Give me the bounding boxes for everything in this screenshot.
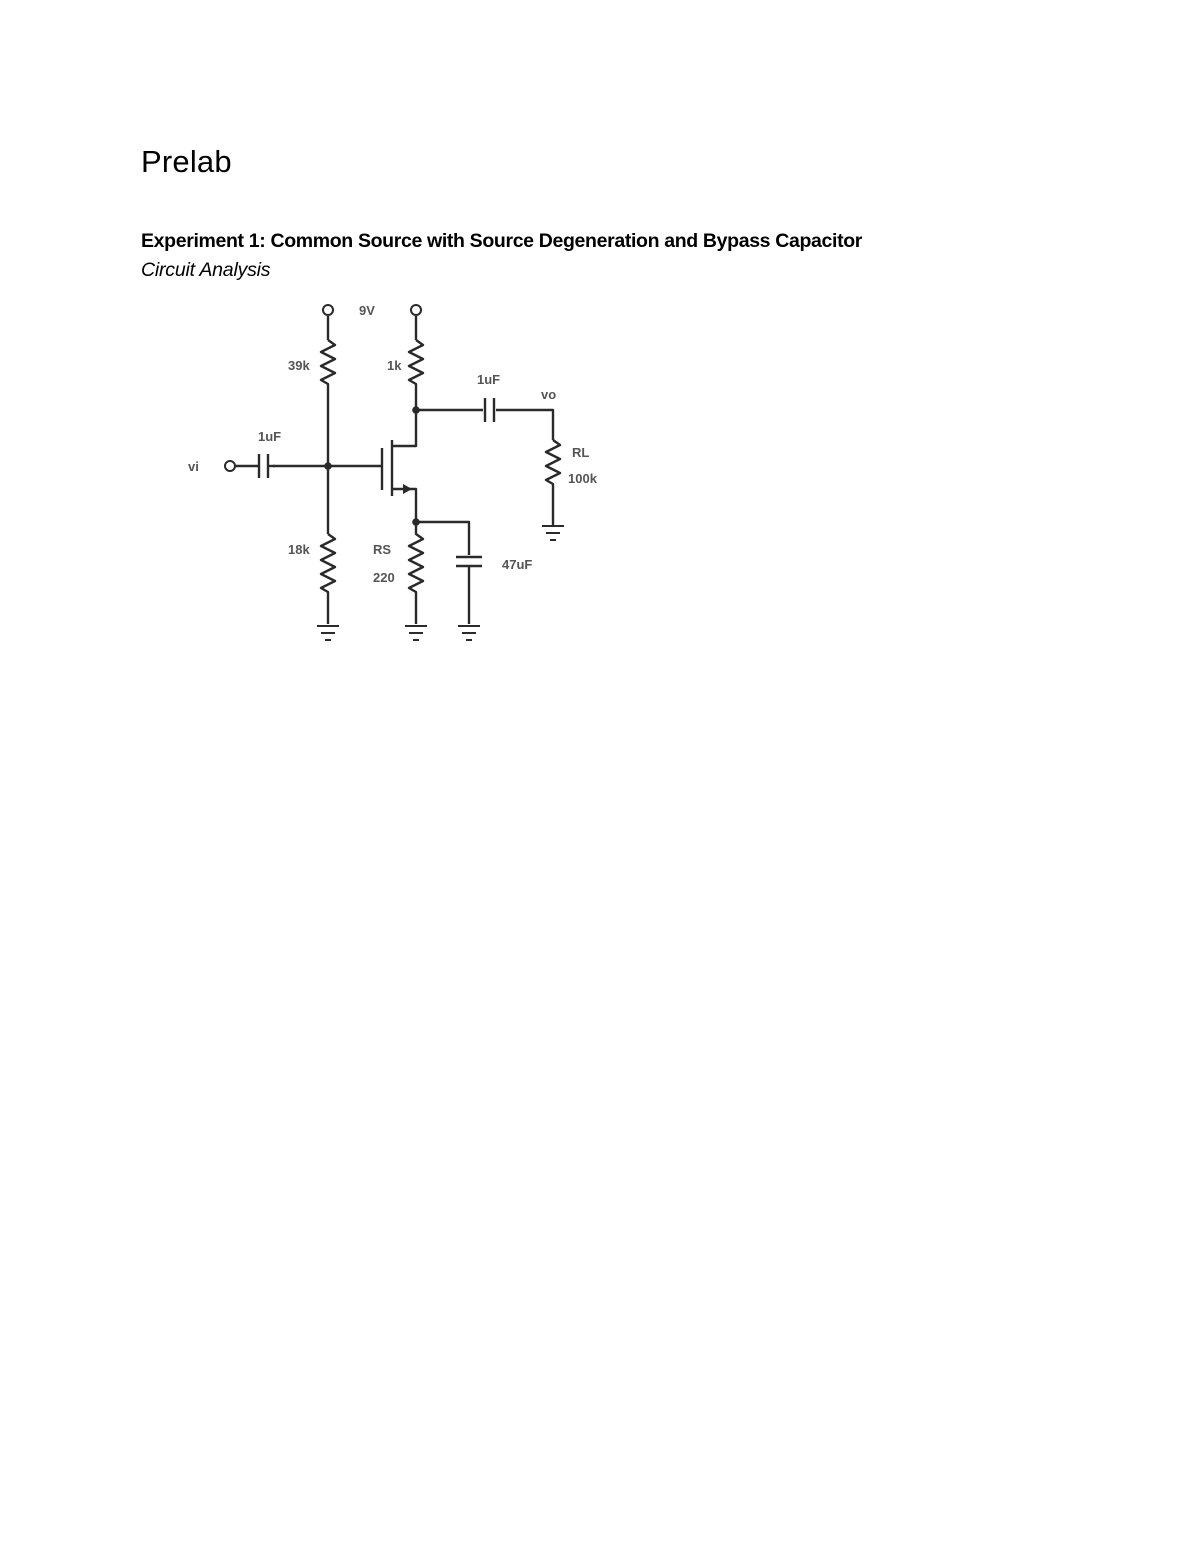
label-vout: vo <box>541 387 557 402</box>
section-subtitle: Circuit Analysis <box>141 259 271 281</box>
label-r-source-value: 220 <box>373 570 395 585</box>
label-c-out: 1uF <box>477 372 501 387</box>
label-vin: vi <box>188 459 199 474</box>
label-c-bypass: 47uF <box>502 557 533 572</box>
label-c-in: 1uF <box>258 429 282 444</box>
ground-load <box>542 526 564 540</box>
resistor-39k <box>321 340 335 418</box>
ground-source <box>405 626 427 640</box>
capacitor-in-1uF <box>259 454 275 478</box>
experiment-title: Experiment 1: Common Source with Source Degeneration and Bypass Capacitor <box>141 230 863 252</box>
capacitor-bypass-47uF <box>456 557 482 624</box>
mosfet <box>382 410 416 520</box>
resistor-drain-1k <box>409 340 423 410</box>
circuit-schematic <box>0 0 700 700</box>
gate-node <box>324 462 332 470</box>
resistor-load-100k <box>546 440 560 525</box>
input-terminal <box>225 461 258 471</box>
label-r-drain: 1k <box>387 358 402 373</box>
ground-bypass <box>458 626 480 640</box>
label-r-source-name: RS <box>373 542 392 557</box>
page-heading: Prelab <box>141 144 232 179</box>
capacitor-out-1uF <box>485 398 494 422</box>
supply-terminal-right <box>411 305 421 340</box>
label-r-load-name: RL <box>572 445 590 460</box>
label-r-top-bias: 39k <box>288 358 310 373</box>
resistor-source-220 <box>409 522 423 624</box>
label-supply: 9V <box>359 303 375 318</box>
ground-bias <box>317 626 339 640</box>
label-r-load-value: 100k <box>568 471 597 486</box>
supply-terminal-left <box>323 305 333 340</box>
label-r-bottom-bias: 18k <box>288 542 310 557</box>
resistor-18k <box>321 534 335 624</box>
